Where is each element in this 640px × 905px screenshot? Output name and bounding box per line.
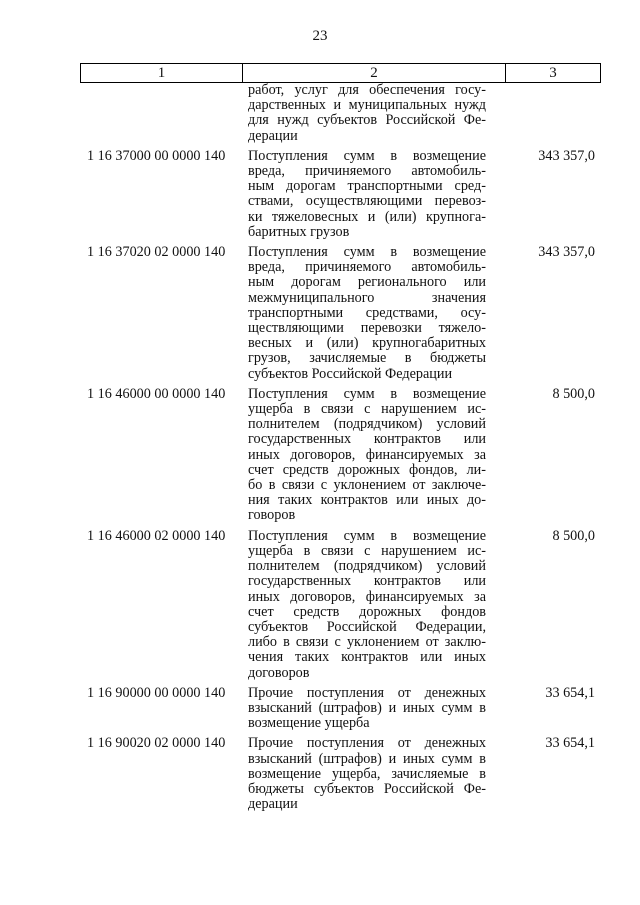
amount: 33 654,1: [545, 735, 595, 752]
description-line: вреда, причиняемого автомобиль-: [248, 163, 486, 180]
amount: 8 500,0: [552, 527, 595, 544]
description-line: Прочие поступления от денежных: [248, 684, 486, 701]
description-line: взысканий (штрафов) и иных сумм в: [248, 750, 486, 767]
description-line: Поступления сумм в возмещение: [248, 147, 486, 164]
amount: 343 357,0: [538, 147, 595, 164]
budget-code: [80, 83, 242, 144]
description-line: работ, услуг для обеспечения госу-: [248, 82, 486, 98]
column-header-3: 3: [549, 64, 557, 81]
budget-code: 1 16 46000 02 0000 140: [87, 527, 226, 544]
budget-code: 1 16 46000 00 0000 140: [87, 385, 226, 402]
budget-code: 1 16 37020 02 0000 140: [87, 244, 226, 261]
revenue-description: [242, 245, 486, 382]
description-line: возмещение ущерба: [248, 715, 370, 732]
description-line: счет средств дорожных фондов: [248, 603, 486, 620]
description-line: баритных грузов: [248, 223, 350, 240]
budget-code: 1 16 37000 00 0000 140: [87, 147, 226, 164]
description-line: ущерба в связи с нарушением ис-: [248, 542, 486, 559]
description-line: дарственных и муниципальных нужд: [248, 97, 486, 114]
description-line: вреда, причиняемого автомобиль-: [248, 259, 486, 276]
table-row: [80, 149, 601, 240]
description-line: весных и (или) крупногабаритных: [248, 335, 486, 352]
description-line: Прочие поступления от денежных: [248, 735, 486, 752]
description-line: ным дорогам регионального или: [248, 274, 486, 291]
column-header-2: 2: [243, 64, 506, 82]
table-header-row: [80, 63, 601, 83]
revenue-description: [242, 529, 486, 681]
description-line: иных договоров, финансируемых за: [248, 446, 486, 463]
description-line: ущерба в связи с нарушением ис-: [248, 401, 486, 418]
table-body: [80, 83, 601, 817]
description-line: ки тяжеловесных и (или) крупнога-: [248, 208, 486, 225]
amount: 343 357,0: [538, 244, 595, 261]
amount: 33 654,1: [545, 684, 595, 701]
description-line: грузов, зачисляемые в бюджеты: [248, 350, 486, 367]
description-line: договоров: [248, 664, 310, 681]
description-line: бюджеты субъектов Российской Фе-: [248, 780, 486, 797]
budget-code: 1 16 90020 02 0000 140: [87, 735, 226, 752]
table-row: [80, 245, 601, 382]
table-row: [80, 83, 601, 144]
revenue-description: [242, 83, 486, 144]
description-line: полнителем (подрядчиком) условий: [248, 416, 486, 433]
revenue-description: [242, 736, 486, 812]
table-row: [80, 387, 601, 524]
description-line: бо в связи с уклонением от заключе-: [248, 477, 486, 494]
description-line: ным дорогам транспортными сред-: [248, 178, 486, 195]
amount: 8 500,0: [552, 385, 595, 402]
description-line: для нужд субъектов Российской Фе-: [248, 112, 486, 129]
description-line: ствами, осуществляющими перевоз-: [248, 193, 486, 210]
description-line: счет средств дорожных фондов, ли-: [248, 461, 486, 478]
revenue-description: [242, 387, 486, 524]
description-line: говоров: [248, 507, 296, 524]
description-line: ществляющими перевозки тяжело-: [248, 320, 486, 337]
description-line: Поступления сумм в возмещение: [248, 527, 486, 544]
description-line: иных договоров, финансируемых за: [248, 588, 486, 605]
description-line: межмуниципального значения: [248, 289, 486, 306]
description-line: возмещение ущерба, зачисляемые в: [248, 765, 486, 782]
description-line: либо в связи с уклонением от заклю-: [248, 634, 486, 651]
description-line: взысканий (штрафов) и иных сумм в: [248, 699, 486, 716]
column-header-1: 1: [81, 64, 243, 82]
description-line: Поступления сумм в возмещение: [248, 244, 486, 261]
description-line: Поступления сумм в возмещение: [248, 385, 486, 402]
table-row: [80, 529, 601, 681]
description-line: государственных контрактов или: [248, 573, 486, 590]
description-line: чения таких контрактов или иных: [248, 649, 486, 666]
revenue-description: [242, 686, 486, 732]
description-line: полнителем (подрядчиком) условий: [248, 558, 486, 575]
description-line: субъектов Российской Федерации,: [248, 618, 486, 635]
amount: [486, 83, 601, 144]
description-line: государственных контрактов или: [248, 431, 486, 448]
revenue-description: [242, 149, 486, 240]
description-line: субъектов Российской Федерации: [248, 365, 453, 382]
description-line: ния таких контрактов или иных до-: [248, 492, 486, 509]
description-line: дерации: [248, 796, 298, 813]
table-row: [80, 686, 601, 732]
description-line: транспортными средствами, осу-: [248, 304, 486, 321]
page-number: 23: [312, 28, 328, 44]
budget-code: 1 16 90000 00 0000 140: [87, 684, 226, 701]
table-row: [80, 736, 601, 812]
description-line: дерации: [248, 127, 298, 144]
